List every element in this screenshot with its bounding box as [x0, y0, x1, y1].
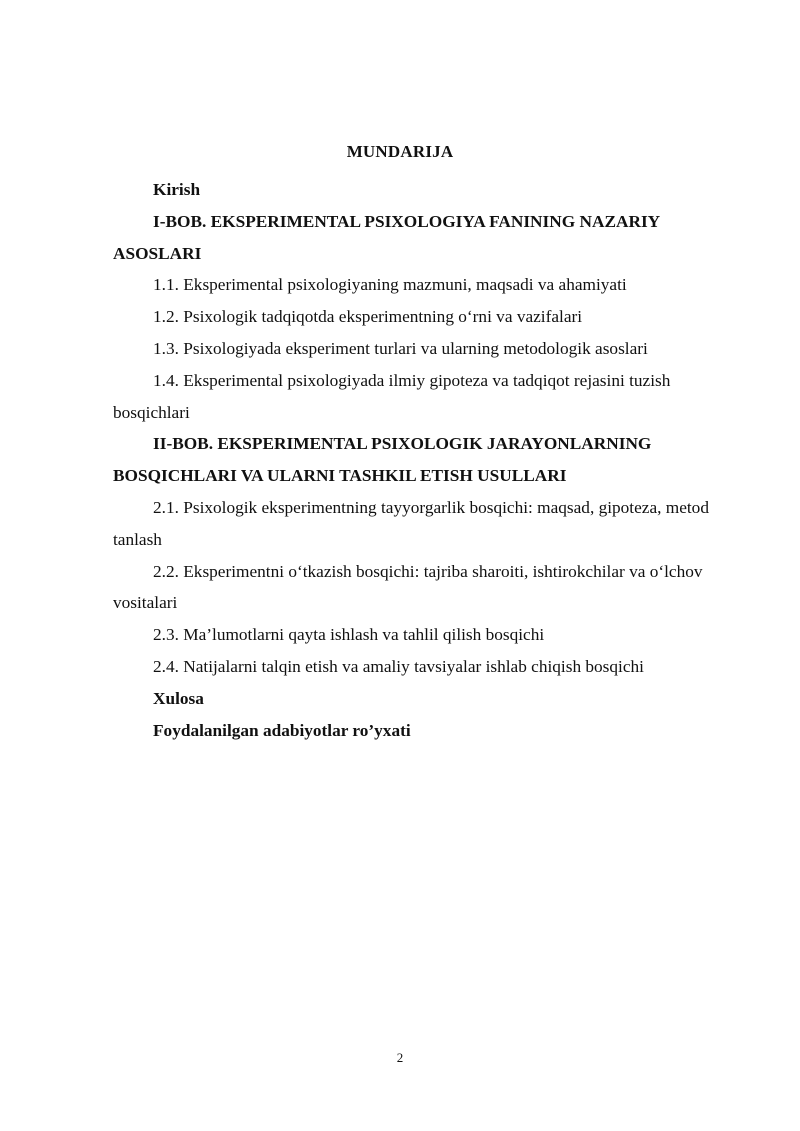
toc-entry-section-2-1: 2.1. Psixologik eksperimentning tayyorgarlik bosqichi: maqsad, gipoteza, metod tanlash — [113, 497, 709, 549]
toc-entry-section-1-1: 1.1. Eksperimental psixologiyaning mazmuni, maqsadi va ahamiyati — [153, 275, 627, 295]
toc-entry-conclusion: Xulosa — [153, 688, 204, 708]
toc-entry-section-1-4: 1.4. Eksperimental psixologiyada ilmiy gipoteza va tadqiqot rejasini tuzish bosqichlari — [113, 370, 671, 422]
toc-entry-chapter-2: II-BOB. EKSPERIMENTAL PSIXOLOGIK JARAYONLARNING BOSQICHLARI VA ULARNI TASHKIL ETISH USULLARI — [113, 434, 652, 486]
toc-entry-section-2-3: 2.3. Ma’lumotlarni qayta ishlash va tahlil qilish bosqichi — [153, 625, 545, 645]
toc-entry-section-2-4: 2.4. Natijalarni talqin etish va amaliy tavsiyalar ishlab chiqish bosqichi — [153, 656, 644, 676]
toc-heading: MUNDARIJA — [346, 142, 454, 161]
table-of-contents — [113, 174, 713, 746]
toc-entry-section-1-3: 1.3. Psixologiyada eksperiment turlari va ularning metodologik asoslari — [153, 338, 648, 358]
toc-entry-section-2-2: 2.2. Eksperimentni o‘tkazish bosqichi: tajriba sharoiti, ishtirokchilar va o‘lchov vositalari — [113, 561, 703, 613]
toc-entry-section-1-2: 1.2. Psixologik tadqiqotda eksperimentning o‘rni va vazifalari — [153, 307, 583, 327]
page-number: 2 — [396, 1050, 404, 1065]
toc-entry-chapter-1: I-BOB. EKSPERIMENTAL PSIXOLOGIYA FANINING NAZARIY ASOSLARI — [113, 211, 660, 263]
toc-entry-introduction: Kirish — [153, 180, 201, 199]
toc-entry-references: Foydalanilgan adabiyotlar ro’yxati — [153, 720, 411, 740]
